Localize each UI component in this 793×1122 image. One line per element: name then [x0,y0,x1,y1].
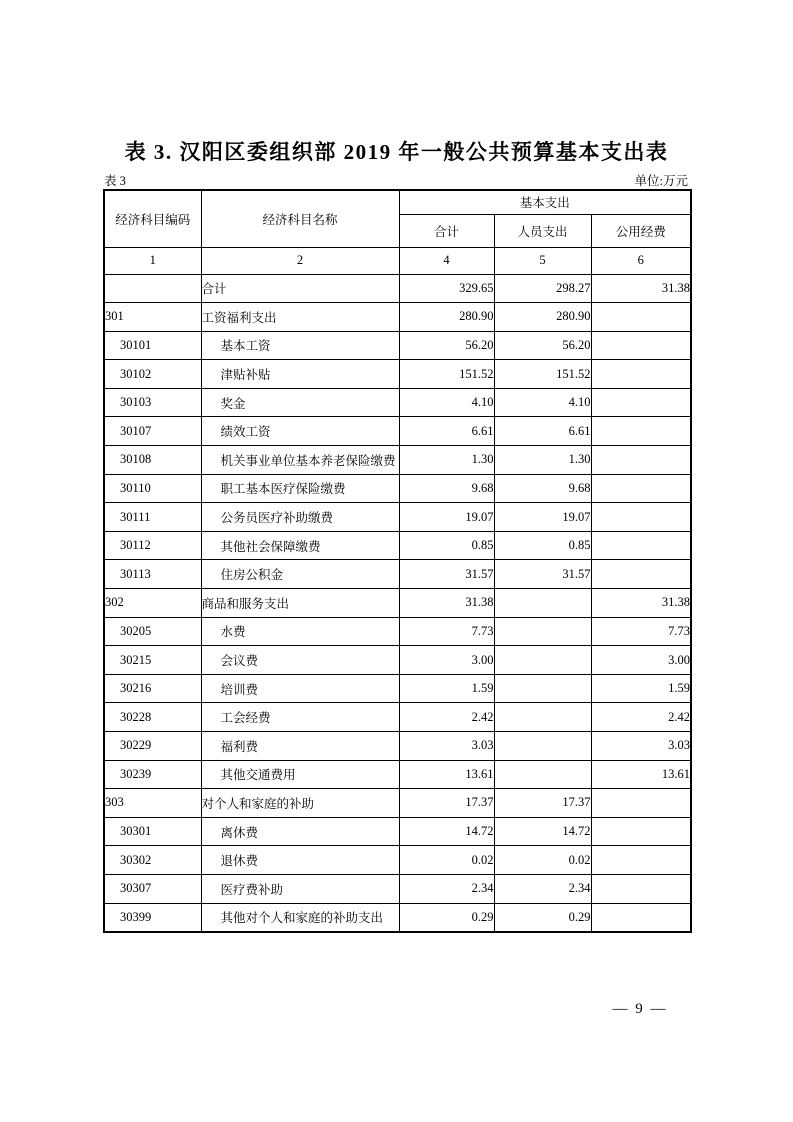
public-cell [591,417,691,446]
name-cell: 水费 [201,617,399,646]
public-cell [591,360,691,389]
unit-label: 单位:万元 [634,174,688,188]
table-row [104,817,691,846]
public-cell [591,303,691,332]
code-cell: 30239 [104,760,201,789]
personnel-cell: 0.02 [494,846,591,875]
name-cell: 培训费 [201,674,399,703]
public-cell [591,531,691,560]
personnel-cell: 280.90 [494,303,591,332]
header-cell-basic-group: 基本支出 [399,190,691,214]
header-row-group [104,190,691,214]
name-cell: 对个人和家庭的补助 [201,789,399,818]
total-cell: 3.00 [399,646,494,675]
total-cell: 2.42 [399,703,494,732]
table-row [104,331,691,360]
code-cell: 30215 [104,646,201,675]
table-row [104,560,691,589]
table-row [104,789,691,818]
table-row [104,388,691,417]
personnel-cell: 298.27 [494,274,591,303]
table-row [104,617,691,646]
name-cell: 奖金 [201,388,399,417]
name-cell: 津贴补贴 [201,360,399,389]
personnel-cell [494,760,591,789]
personnel-cell: 31.57 [494,560,591,589]
table-row [104,674,691,703]
header-cell-total: 合计 [399,214,494,247]
code-cell: 30307 [104,874,201,903]
public-cell: 31.38 [591,274,691,303]
name-cell: 工资福利支出 [201,303,399,332]
personnel-cell [494,674,591,703]
personnel-cell: 0.29 [494,903,591,932]
table-row [104,732,691,761]
header-row-index [104,247,691,274]
index-cell: 6 [591,247,691,274]
public-cell: 31.38 [591,589,691,618]
total-cell: 3.03 [399,732,494,761]
public-cell [591,388,691,417]
name-cell: 会议费 [201,646,399,675]
code-cell: 30216 [104,674,201,703]
code-cell: 30301 [104,817,201,846]
table-row [104,417,691,446]
code-cell: 30108 [104,446,201,475]
table-row [104,874,691,903]
public-cell: 13.61 [591,760,691,789]
public-cell [591,331,691,360]
public-cell [591,903,691,932]
name-cell: 其他社会保障缴费 [201,531,399,560]
code-cell: 30107 [104,417,201,446]
code-cell: 30103 [104,388,201,417]
table-row [104,703,691,732]
public-cell [591,846,691,875]
public-cell [591,560,691,589]
table-row [104,646,691,675]
public-cell: 3.00 [591,646,691,675]
total-cell: 2.34 [399,874,494,903]
total-cell: 14.72 [399,817,494,846]
personnel-cell: 17.37 [494,789,591,818]
personnel-cell [494,617,591,646]
total-cell: 329.65 [399,274,494,303]
personnel-cell: 4.10 [494,388,591,417]
public-cell: 7.73 [591,617,691,646]
table-label: 表 3 [104,174,126,188]
name-cell: 住房公积金 [201,560,399,589]
index-cell: 5 [494,247,591,274]
total-cell: 151.52 [399,360,494,389]
budget-table [103,189,692,933]
header-cell-public: 公用经费 [591,214,691,247]
table-row [104,846,691,875]
table-row [104,303,691,332]
name-cell: 福利费 [201,732,399,761]
public-cell: 2.42 [591,703,691,732]
table-row [104,503,691,532]
budget-table-body [104,274,691,932]
name-cell: 机关事业单位基本养老保险缴费 [201,446,399,475]
public-cell [591,874,691,903]
table-row [104,360,691,389]
personnel-cell [494,646,591,675]
total-cell: 4.10 [399,388,494,417]
personnel-cell: 1.30 [494,446,591,475]
name-cell: 职工基本医疗保险缴费 [201,474,399,503]
public-cell: 3.03 [591,732,691,761]
public-cell: 1.59 [591,674,691,703]
page-number: — 9 — [612,1001,668,1017]
total-cell: 280.90 [399,303,494,332]
name-cell: 商品和服务支出 [201,589,399,618]
code-cell [104,274,201,303]
total-cell: 13.61 [399,760,494,789]
table-row [104,531,691,560]
code-cell: 30111 [104,503,201,532]
total-cell: 0.02 [399,846,494,875]
total-cell: 31.57 [399,560,494,589]
code-cell: 30101 [104,331,201,360]
name-cell: 工会经费 [201,703,399,732]
table-row [104,903,691,932]
public-cell [591,817,691,846]
code-cell: 301 [104,303,201,332]
name-cell: 离休费 [201,817,399,846]
name-cell: 退休费 [201,846,399,875]
index-cell: 1 [104,247,201,274]
code-cell: 30229 [104,732,201,761]
total-cell: 7.73 [399,617,494,646]
code-cell: 30110 [104,474,201,503]
table-meta [104,171,688,189]
total-cell: 1.30 [399,446,494,475]
public-cell [591,789,691,818]
personnel-cell [494,732,591,761]
code-cell: 30228 [104,703,201,732]
personnel-cell: 6.61 [494,417,591,446]
code-cell: 30102 [104,360,201,389]
code-cell: 30302 [104,846,201,875]
table-row [104,474,691,503]
total-cell: 1.59 [399,674,494,703]
table-row [104,760,691,789]
header-cell-name: 经济科目名称 [201,190,399,247]
name-cell: 其他交通费用 [201,760,399,789]
name-cell: 公务员医疗补助缴费 [201,503,399,532]
code-cell: 302 [104,589,201,618]
name-cell: 其他对个人和家庭的补助支出 [201,903,399,932]
personnel-cell: 56.20 [494,331,591,360]
public-cell [591,446,691,475]
code-cell: 30113 [104,560,201,589]
table-row [104,446,691,475]
personnel-cell: 151.52 [494,360,591,389]
total-cell: 31.38 [399,589,494,618]
total-cell: 6.61 [399,417,494,446]
index-cell: 4 [399,247,494,274]
personnel-cell: 14.72 [494,817,591,846]
total-cell: 19.07 [399,503,494,532]
personnel-cell: 0.85 [494,531,591,560]
name-cell: 绩效工资 [201,417,399,446]
header-cell-personnel: 人员支出 [494,214,591,247]
total-cell: 0.29 [399,903,494,932]
public-cell [591,474,691,503]
personnel-cell: 19.07 [494,503,591,532]
code-cell: 30205 [104,617,201,646]
total-cell: 56.20 [399,331,494,360]
name-cell: 基本工资 [201,331,399,360]
code-cell: 30112 [104,531,201,560]
personnel-cell [494,703,591,732]
index-cell: 2 [201,247,399,274]
public-cell [591,503,691,532]
personnel-cell [494,589,591,618]
name-cell: 医疗费补助 [201,874,399,903]
code-cell: 303 [104,789,201,818]
total-cell: 17.37 [399,789,494,818]
total-cell: 9.68 [399,474,494,503]
page-title: 表 3. 汉阳区委组织部 2019 年一般公共预算基本支出表 [124,140,669,164]
personnel-cell: 2.34 [494,874,591,903]
personnel-cell: 9.68 [494,474,591,503]
total-cell: 0.85 [399,531,494,560]
budget-table-header [104,190,691,274]
header-cell-code: 经济科目编码 [104,190,201,247]
name-cell: 合计 [201,274,399,303]
table-row [104,589,691,618]
code-cell: 30399 [104,903,201,932]
table-row [104,274,691,303]
